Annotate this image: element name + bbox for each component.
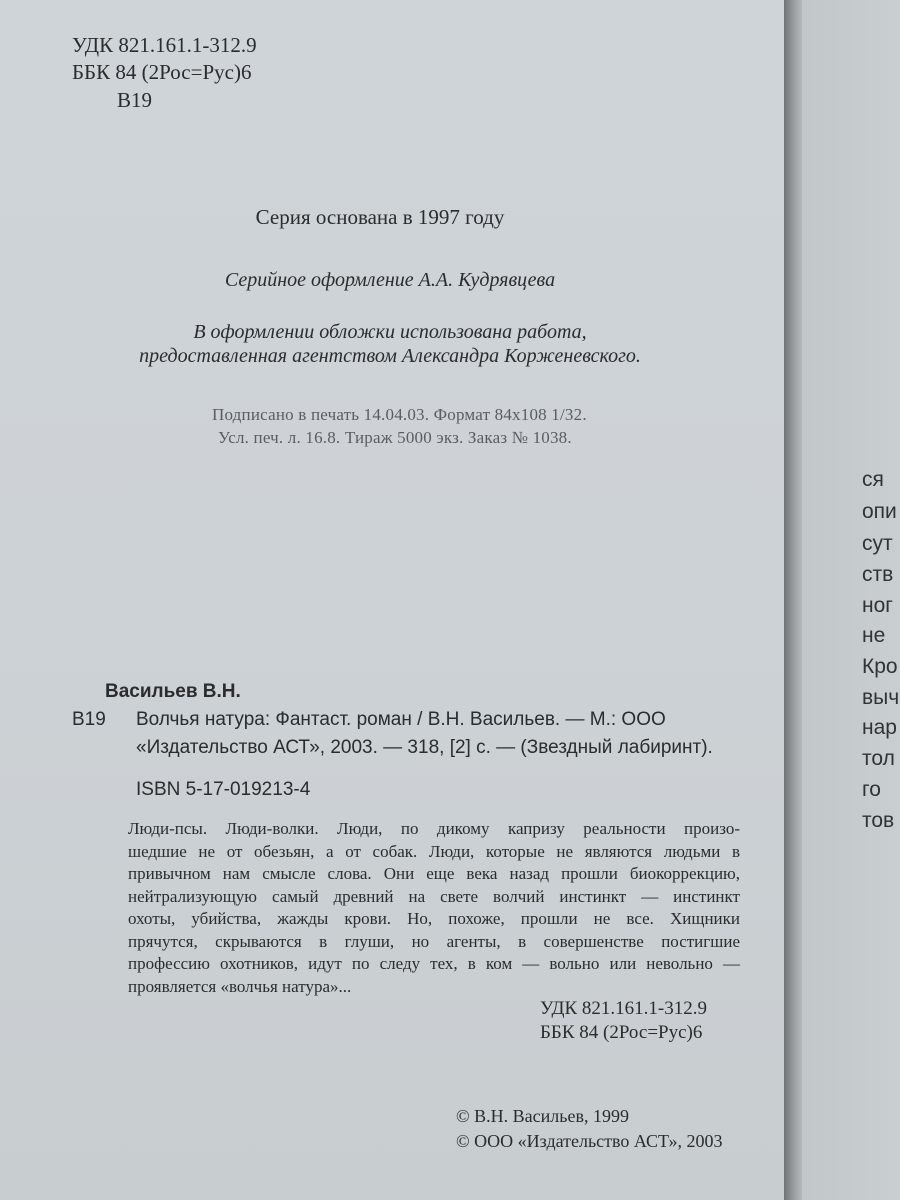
annotation-line: Люди-псы. Люди-волки. Люди, по дикому капризу реальности произо- — [128, 819, 740, 838]
annotation-line: профессию охотников, идут по следу тех, в ком — вольно или невольно — — [128, 954, 740, 973]
annotation-line: проявляется «волчья натура»... — [128, 976, 352, 996]
design-credit: Серийное оформление А.А. Кудрявцева — [224, 269, 556, 291]
footer-udk: УДК 821.161.1-312.9 — [540, 998, 707, 1019]
annotation-line: нейтрализующую самый древний на свете волчий инстинкт — инстинкт — [128, 886, 740, 906]
copyright-author: © В.Н. Васильев, 1999 — [456, 1106, 629, 1126]
catalog-entry-line-1: Волчья натура: Фантаст. роман / В.Н. Васильев. — М.: ООО — [136, 709, 666, 730]
adjacent-page-fragment: ся — [862, 468, 884, 491]
cover-credit-line-2: предоставленная агентством Александра Корженевского. — [139, 345, 641, 367]
catalog-author: Васильев В.Н. — [105, 681, 241, 702]
print-info-line-2: Усл. печ. л. 16.8. Тираж 5000 экз. Заказ № 1038. — [218, 428, 572, 447]
annotation-line: привычном нам смысле слова. Они еще века назад прошли биокоррекцию, — [128, 864, 740, 883]
book-gutter — [784, 0, 802, 1200]
catalog-entry-line-2: «Издательство АСТ», 2003. — 318, [2] с. — (Звездный лабиринт). — [136, 737, 713, 758]
annotation-line: прячутся, скрываются в глуши, но агенты, в совершенстве постигшие — [128, 931, 740, 951]
adjacent-page-fragment: опи — [862, 500, 897, 523]
annotation-line: охоты, убийства, жажды крови. Но, похоже, прошли не все. Хищники — [128, 909, 740, 928]
adjacent-page-fragment: тол — [862, 747, 895, 770]
isbn: ISBN 5-17-019213-4 — [136, 779, 311, 800]
author-code: В19 — [117, 88, 153, 112]
adjacent-page-fragment: Кро — [862, 655, 898, 678]
copyright-publisher: © ООО «Издательство АСТ», 2003 — [456, 1131, 723, 1151]
annotation-line: шедшие не от обезьян, а от собак. Люди, которые не являются людьми в — [128, 841, 740, 861]
bbk-code: ББК 84 (2Рос=Рус)6 — [72, 60, 252, 84]
adjacent-page-fragment: го — [862, 778, 881, 801]
adjacent-page-fragment: ств — [862, 563, 894, 586]
series-note: Серия основана в 1997 году — [255, 205, 505, 229]
adjacent-page-fragment: сут — [862, 532, 893, 555]
annotation — [128, 818, 740, 998]
catalog-code: В19 — [72, 709, 106, 730]
udk-code: УДК 821.161.1-312.9 — [72, 33, 257, 57]
adjacent-page-fragment: выч — [862, 686, 900, 709]
adjacent-page-fragment: не — [862, 624, 886, 647]
cover-credit-line-1: В оформлении обложки использована работа, — [193, 321, 587, 343]
adjacent-page-fragment: нар — [862, 716, 897, 739]
adjacent-page-fragment: ног — [862, 594, 893, 617]
adjacent-page-fragment: тов — [862, 809, 895, 832]
print-info-line-1: Подписано в печать 14.04.03. Формат 84x108 1/32. — [212, 405, 587, 424]
footer-bbk: ББК 84 (2Рос=Рус)6 — [540, 1022, 703, 1043]
